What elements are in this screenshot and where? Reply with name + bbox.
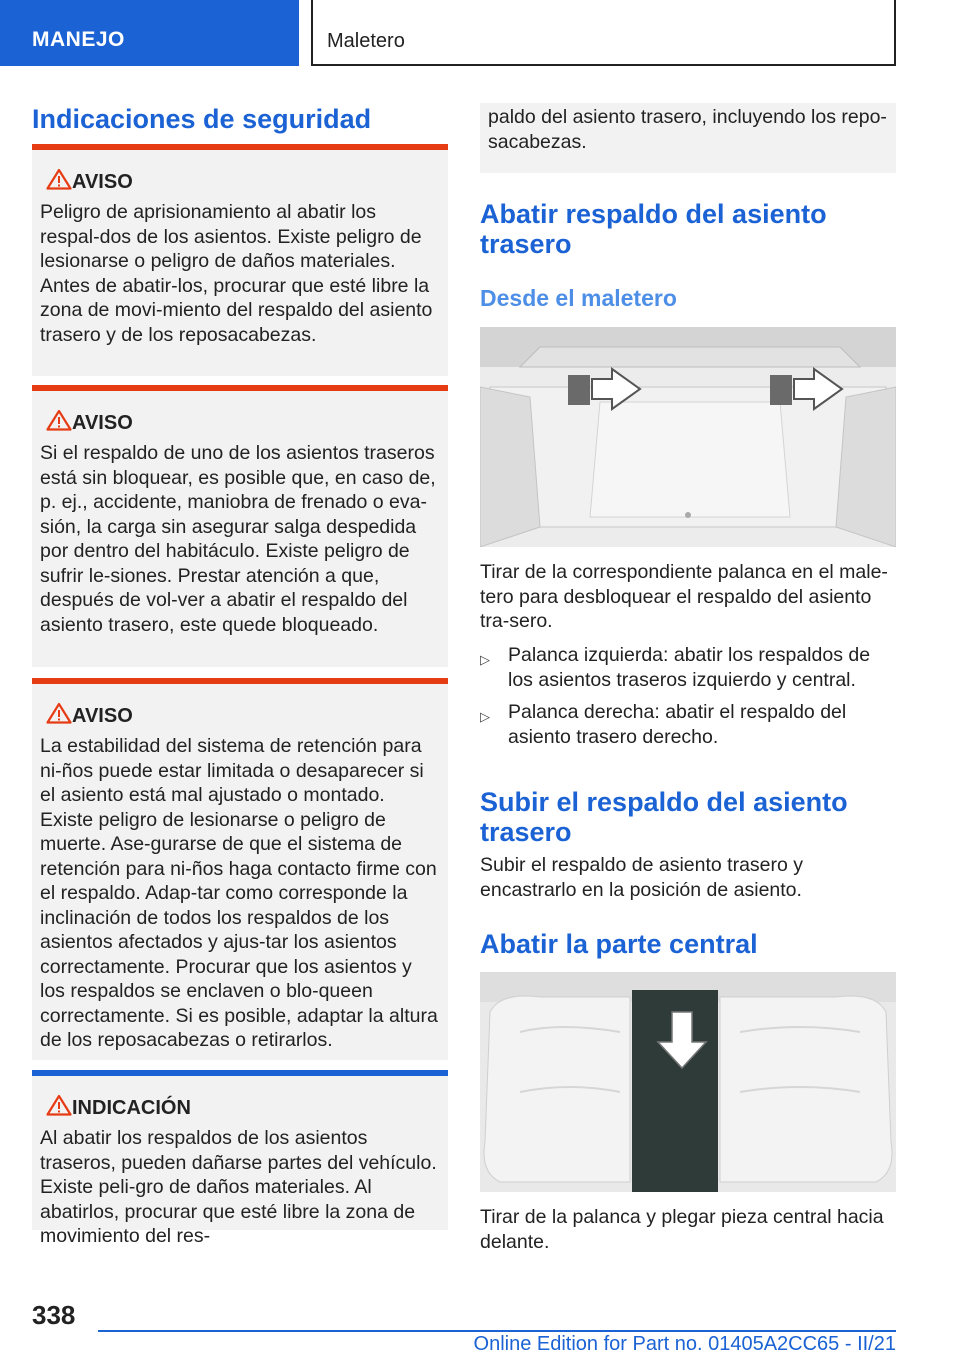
page-number: 338 bbox=[32, 1300, 76, 1330]
list-item bbox=[480, 643, 896, 692]
subheading-from-trunk: Desde el maletero bbox=[480, 285, 677, 311]
warning-box-2 bbox=[32, 385, 448, 667]
trunk-photo bbox=[480, 327, 896, 547]
center-seat-photo bbox=[480, 972, 896, 1192]
warning-title: AVISO bbox=[72, 704, 133, 727]
warning-text: Peligro de aprisionamiento al abatir los respal-dos de los asientos. Existe peligro de lesionarse o peligro de daños materiales. Antes de abatir-los, procurar que esté libre la zona de movi-miento del respaldo del asiento trasero y de los reposacabezas. bbox=[40, 201, 433, 346]
notice-box bbox=[32, 1070, 448, 1247]
warning-triangle-icon bbox=[46, 702, 72, 730]
triangle-bullet-icon: ▷ bbox=[480, 709, 490, 724]
heading-fold-center: Abatir la parte central bbox=[480, 929, 758, 959]
warning-title: AVISO bbox=[72, 411, 133, 434]
list-item-text: Palanca derecha: abatir el respaldo del asiento trasero derecho. bbox=[508, 701, 847, 748]
section-tab: MANEJO bbox=[0, 0, 299, 66]
page-header bbox=[0, 0, 960, 66]
notice-title: INDICACIÓN bbox=[72, 1096, 191, 1119]
warning-text: La estabilidad del sistema de retención para ni-ños puede estar limitada o desaparecer si el asiento está mal ajustado o montado. Existe peligro de lesionarse o peligro de muerte. Ase-gurarse de que el sistema de retención para ni-ños haga contacto firme con el respaldo. Adap-tar como corresponde la inclinación de todos los respaldos de los asientos afectados y ajus-tar los asientos correctamente. Procurar que los asientos y los respaldos se enclaven o blo-queen correctamente. Si es posible, adaptar la altura de los reposacabezas o retirarlos. bbox=[40, 735, 438, 1051]
notice-continuation: paldo del asiento trasero, incluyendo los repo-sacabezas. bbox=[480, 103, 896, 173]
lever-list bbox=[480, 635, 896, 749]
warning-title: AVISO bbox=[72, 170, 133, 193]
warning-triangle-icon bbox=[46, 168, 72, 196]
warning-box-3 bbox=[32, 678, 448, 1060]
triangle-bullet-icon: ▷ bbox=[480, 652, 490, 667]
warning-text: Si el respaldo de uno de los asientos traseros está sin bloquear, es posible que, en caso de, p. ej., accidente, maniobra de frenado o eva-sión, la carga sin asegurar salga despedida por dentro del habitáculo. Existe peligro de sufrir le-siones. Prestar atención a que, después de vol-ver a abatir el respaldo del asiento trasero, este quede bloqueado. bbox=[40, 442, 436, 636]
paragraph-raise-backrest: Subir el respaldo de asiento trasero y encastrarlo en la posición de asiento. bbox=[480, 854, 804, 901]
heading-safety: Indicaciones de seguridad bbox=[32, 104, 372, 134]
chapter-title: Maletero bbox=[311, 0, 896, 66]
list-item-text: Palanca izquierda: abatir los respaldos de los asientos traseros izquierdo y central. bbox=[508, 644, 871, 691]
warning-triangle-icon bbox=[46, 1094, 72, 1122]
paragraph-pull-lever: Tirar de la correspondiente palanca en el male-tero para desbloquear el respaldo del asiento tra-sero. bbox=[480, 561, 888, 632]
notice-text: Al abatir los respaldos de los asientos traseros, pueden dañarse partes del vehículo. Existe peli-gro de daños materiales. Al abatirlos, procurar que esté libre la zona de movimiento del res- bbox=[40, 1127, 437, 1247]
heading-fold-backrest: Abatir respaldo del asiento trasero bbox=[480, 199, 827, 259]
warning-box-1 bbox=[32, 144, 448, 376]
paragraph-fold-center: Tirar de la palanca y plegar pieza central hacia delante. bbox=[480, 1206, 884, 1253]
warning-triangle-icon bbox=[46, 409, 72, 437]
heading-raise-backrest: Subir el respaldo del asiento trasero bbox=[480, 787, 848, 847]
list-item bbox=[480, 700, 896, 749]
footer-rule bbox=[98, 1330, 896, 1332]
edition-note: Online Edition for Part no. 01405A2CC65 - II/21 bbox=[473, 1333, 896, 1355]
